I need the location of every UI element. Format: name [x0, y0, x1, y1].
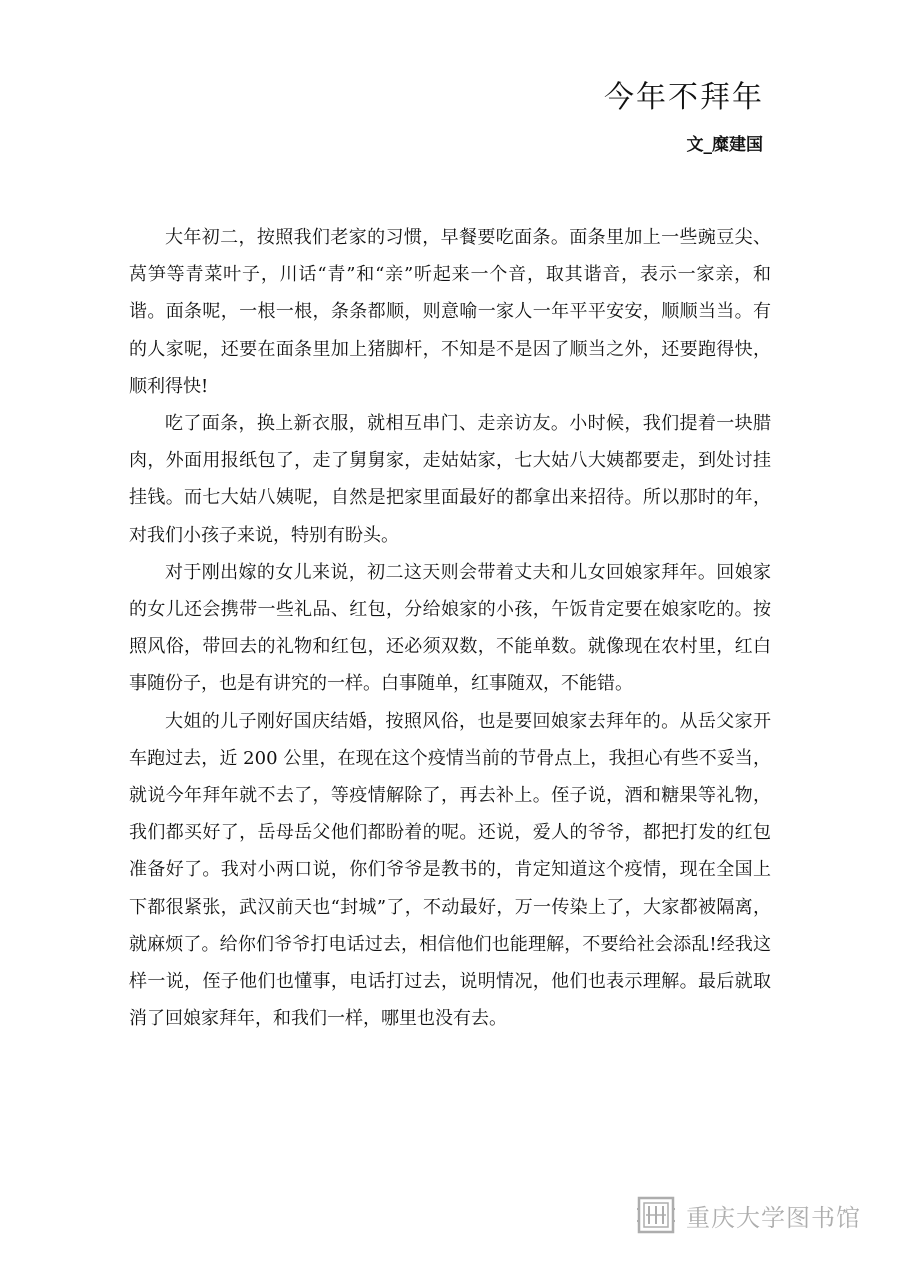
- library-logo-icon: [636, 1195, 676, 1235]
- paragraph-2: 吃了面条，换上新衣服，就相互串门、走亲访友。小时候，我们提着一块腊肉，外面用报纸包了，走了舅舅家，走姑姑家，七大姑八大姨都要走，到处讨挂挂钱。而七大姑八姨呢，自然是把家里面最好的都拿出来招待。所以那时的年，对我们小孩子来说，特别有盼头。: [129, 413, 771, 546]
- library-name: 重庆大学图书馆: [686, 1203, 861, 1232]
- library-watermark: [636, 1195, 861, 1235]
- paragraph-4: 大姐的儿子刚好国庆结婚，按照风俗，也是要回娘家去拜年的。从岳父家开车跑过去，近 200 公里，在现在这个疫情当前的节骨点上，我担心有些不妥当，就说今年拜年就不去了，等疫情解除了，再去补上。侄子说，酒和糖果等礼物，我们都买好了，岳母岳父他们都盼着的呢。还说，爱人的爷爷，都把打发的红包准备好了。我对小两口说，你们爷爷是教书的，肯定知道这个疫情，现在全国上下都很紧张，武汉前天也“封城”了，不动最好，万一传染上了，大家都被隔离，就麻烦了。给你们爷爷打电话过去，相信他们也能理解，不要给社会添乱!经我这样一说，侄子他们也懂事，电话打过去，说明情况，他们也表示理解。最后就取消了回娘家拜年，和我们一样，哪里也没有去。: [129, 710, 771, 1030]
- author-byline: 文_糜建国: [686, 135, 763, 155]
- article-title: 今年不拜年: [604, 80, 764, 115]
- paragraph-1: 大年初二，按照我们老家的习惯，早餐要吃面条。面条里加上一些豌豆尖、莴笋等青菜叶子，川话“青”和“亲”听起来一个音，取其谐音，表示一家亲，和谐。面条呢，一根一根，条条都顺，则意喻一家人一年平平安安，顺顺当当。有的人家呢，还要在面条里加上猪脚杆，不知是不是因了顺当之外，还要跑得快，顺利得快!: [129, 227, 771, 397]
- article-body: [129, 219, 771, 1037]
- paragraph-3: 对于刚出嫁的女儿来说，初二这天则会带着丈夫和儿女回娘家拜年。回娘家的女儿还会携带一些礼品、红包，分给娘家的小孩，午饭肯定要在娘家吃的。按照风俗，带回去的礼物和红包，还必须双数，不能单数。就像现在农村里，红白事随份子，也是有讲究的一样。白事随单，红事随双，不能错。: [129, 561, 771, 695]
